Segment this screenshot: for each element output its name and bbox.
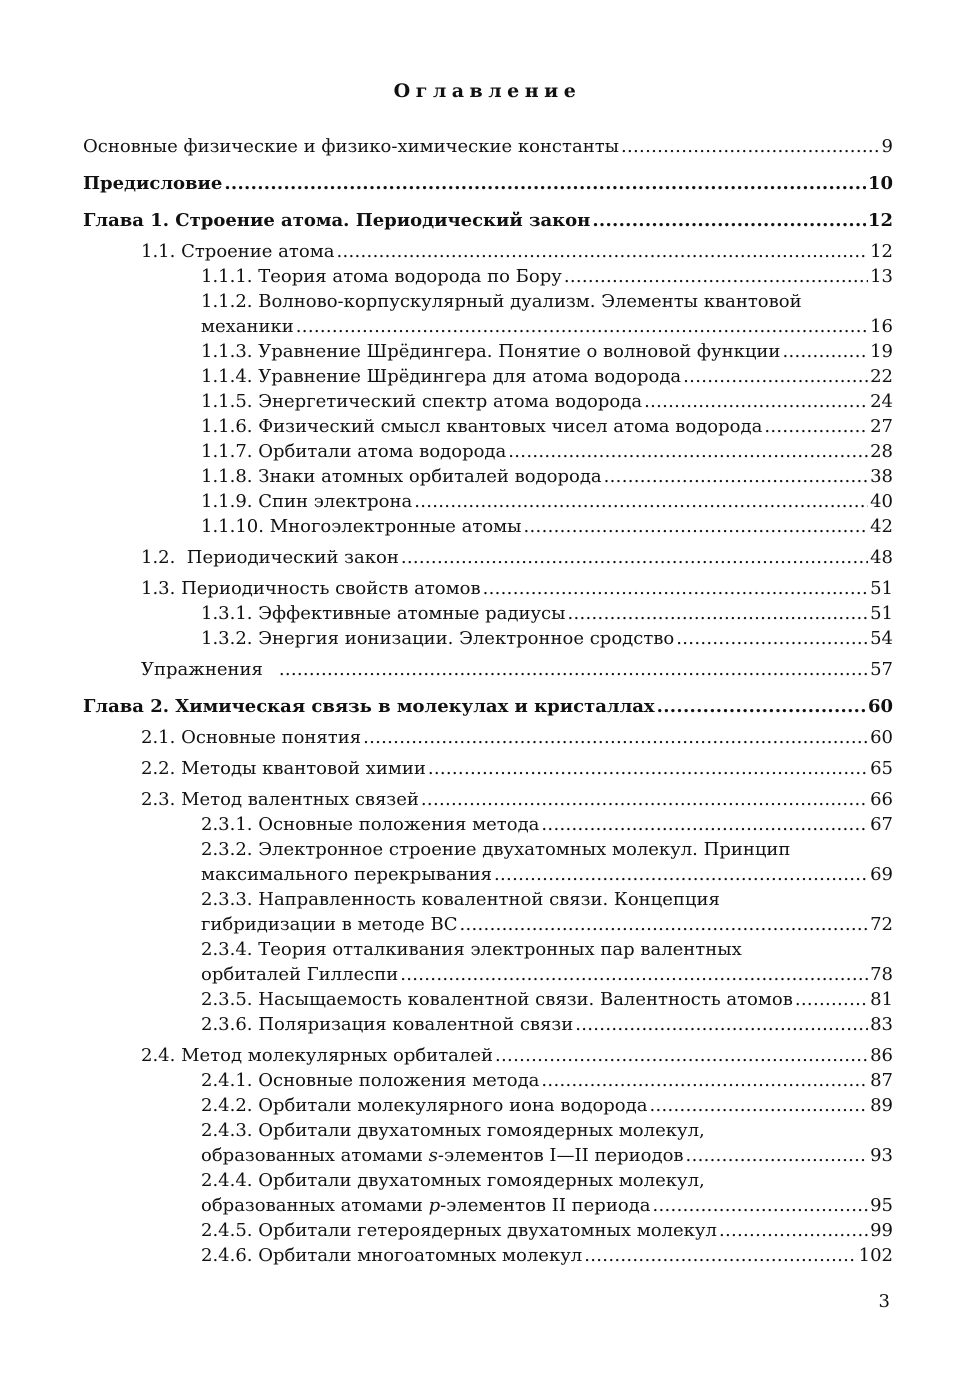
- toc-entry-2-3-3: [83, 912, 893, 937]
- dot-leader: [279, 657, 868, 682]
- toc-entry-1-3-2: [83, 626, 893, 651]
- toc-entry-text: 2.3.2. Электронное строение двухатомных молекул. Принцип: [201, 839, 791, 860]
- dot-leader: [495, 1043, 868, 1068]
- toc-entry-2-4-1: [83, 1068, 893, 1093]
- toc-page-number: 28: [870, 441, 893, 462]
- toc-page-number: 72: [870, 914, 893, 935]
- dot-leader: [644, 389, 868, 414]
- toc-entry-text: 1.1. Строение атома: [141, 241, 335, 262]
- toc-entry-2-4-2: [83, 1093, 893, 1118]
- toc-entry-chapter-1: [83, 208, 893, 233]
- toc-page-number: 67: [870, 814, 893, 835]
- dot-leader: [459, 912, 868, 937]
- toc-entry-text: [201, 1143, 684, 1168]
- toc-entry-2-3-1: [83, 812, 893, 837]
- dot-leader: [686, 1143, 869, 1168]
- dot-leader: [564, 264, 868, 289]
- dot-leader: [592, 208, 866, 233]
- toc-entry-text: Предисловие: [83, 173, 223, 194]
- dot-leader: [428, 756, 868, 781]
- toc-entry-1-1-4: [83, 364, 893, 389]
- toc-page-number: 40: [870, 491, 893, 512]
- toc-entry-2-2: [83, 756, 893, 781]
- dot-leader: [421, 787, 868, 812]
- toc-text-pre: образованных атомами: [201, 1145, 429, 1166]
- toc-entry-1-3-1: [83, 601, 893, 626]
- toc-entry-text: 1.1.5. Энергетический спектр атома водорода: [201, 391, 643, 412]
- toc-entry-2-3: [83, 787, 893, 812]
- table-of-contents: [83, 134, 893, 1268]
- toc-page-number: 22: [870, 366, 893, 387]
- toc-entry-2-3-4-line1: [83, 937, 893, 962]
- toc-text-post: -элементов I—II периодов: [437, 1145, 684, 1166]
- toc-entry-text: 2.4.3. Орбитали двухатомных гомоядерных молекул,: [201, 1120, 705, 1141]
- toc-entry-text: 2.4.2. Орбитали молекулярного иона водорода: [201, 1095, 648, 1116]
- toc-entry-1-1-10: [83, 514, 893, 539]
- toc-page-number: 99: [870, 1220, 893, 1241]
- toc-page-number: 42: [870, 516, 893, 537]
- toc-page-number: 93: [870, 1145, 893, 1166]
- page-title: Оглавление: [393, 80, 582, 102]
- page-number: 3: [878, 1291, 890, 1312]
- toc-page-number: 81: [870, 989, 893, 1010]
- toc-entry-text: 1.2. Периодический закон: [141, 547, 399, 568]
- dot-leader: [541, 1068, 868, 1093]
- toc-text-pre: образованных атомами: [201, 1195, 429, 1216]
- dot-leader: [296, 314, 868, 339]
- toc-entry-preface: [83, 171, 893, 196]
- dot-leader: [575, 1012, 868, 1037]
- dot-leader: [541, 812, 868, 837]
- toc-page-number: 87: [870, 1070, 893, 1091]
- toc-entry-text: 1.1.4. Уравнение Шрёдингера для атома водорода: [201, 366, 682, 387]
- toc-entry-text: 1.1.9. Спин электрона: [201, 491, 413, 512]
- toc-entry-1-1: [83, 239, 893, 264]
- toc-entry-1-1-2: [83, 314, 893, 339]
- toc-page-number: 66: [870, 789, 893, 810]
- toc-entry-text: 2.2. Методы квантовой химии: [141, 758, 426, 779]
- toc-page-number: 27: [870, 416, 893, 437]
- toc-page-number: 60: [867, 696, 893, 717]
- toc-entry-2-4-3-line1: [83, 1118, 893, 1143]
- dot-leader: [649, 1093, 868, 1118]
- dot-leader: [676, 626, 868, 651]
- toc-page-number: 13: [870, 266, 893, 287]
- toc-entry-text: 2.3.5. Насыщаемость ковалентной связи. Валентность атомов: [201, 989, 793, 1010]
- toc-page-number: 16: [870, 316, 893, 337]
- toc-entry-chapter-2: [83, 694, 893, 719]
- toc-entry-1-1-5: [83, 389, 893, 414]
- toc-entry-1-1-8: [83, 464, 893, 489]
- toc-page-number: 83: [870, 1014, 893, 1035]
- toc-entry-2-4: [83, 1043, 893, 1068]
- toc-entry-1-2: [83, 545, 893, 570]
- toc-entry-text: 1.1.8. Знаки атомных орбиталей водорода: [201, 466, 602, 487]
- dot-leader: [494, 862, 868, 887]
- dot-leader: [782, 339, 868, 364]
- dot-leader: [567, 601, 868, 626]
- toc-entry-text: максимального перекрывания: [201, 864, 492, 885]
- toc-entry-2-4-4-line1: [83, 1168, 893, 1193]
- toc-entry-1-1-7: [83, 439, 893, 464]
- toc-page-number: 60: [870, 727, 893, 748]
- toc-entry-constants: [83, 134, 893, 159]
- dot-leader: [657, 694, 866, 719]
- toc-entry-text: 1.1.7. Орбитали атома водорода: [201, 441, 507, 462]
- toc-entry-text: Упражнения: [141, 659, 263, 680]
- toc-page-number: 57: [870, 659, 893, 680]
- toc-entry-text: Глава 1. Строение атома. Периодический закон: [83, 210, 591, 231]
- dot-leader: [683, 364, 868, 389]
- toc-entry-2-3-5: [83, 987, 893, 1012]
- dot-leader: [621, 134, 880, 159]
- toc-page-number: 102: [858, 1245, 893, 1266]
- toc-entry-text: 1.1.2. Волново-корпускулярный дуализм. Элементы квантовой: [201, 291, 802, 312]
- toc-page-number: 19: [870, 341, 893, 362]
- toc-entry-text: 2.3.6. Поляризация ковалентной связи: [201, 1014, 574, 1035]
- toc-entry-2-3-2-line1: [83, 837, 893, 862]
- toc-page-number: 51: [870, 578, 893, 599]
- toc-entry-1-1-9: [83, 489, 893, 514]
- toc-entry-2-3-4: [83, 962, 893, 987]
- toc-page-number: 10: [867, 173, 893, 194]
- dot-leader: [336, 239, 868, 264]
- toc-page-number: 78: [870, 964, 893, 985]
- toc-entry-text: 2.4. Метод молекулярных орбиталей: [141, 1045, 493, 1066]
- toc-entry-text: 1.1.1. Теория атома водорода по Бору: [201, 266, 562, 287]
- toc-entry-2-4-6: [83, 1243, 893, 1268]
- toc-entry-text: 1.1.6. Физический смысл квантовых чисел атома водорода: [201, 416, 763, 437]
- toc-entry-text: 2.3.1. Основные положения метода: [201, 814, 540, 835]
- toc-entry-text: 2.3. Метод валентных связей: [141, 789, 419, 810]
- toc-entry-text: 2.3.3. Направленность ковалентной связи. Концепция: [201, 889, 720, 910]
- toc-entry-text: 1.3.2. Энергия ионизации. Электронное сродство: [201, 628, 675, 649]
- toc-entry-1-1-1: [83, 264, 893, 289]
- toc-entry-text: 2.1. Основные понятия: [141, 727, 362, 748]
- dot-leader: [584, 1243, 856, 1268]
- dot-leader: [414, 489, 868, 514]
- toc-entry-text: 1.1.3. Уравнение Шрёдингера. Понятие о волновой функции: [201, 341, 781, 362]
- toc-entry-text: 2.4.1. Основные положения метода: [201, 1070, 540, 1091]
- toc-entry-2-3-3-line1: [83, 887, 893, 912]
- toc-entry-1-3: [83, 576, 893, 601]
- toc-entry-text: 1.3.1. Эффективные атомные радиусы: [201, 603, 566, 624]
- dot-leader: [719, 1218, 868, 1243]
- toc-page-number: 86: [870, 1045, 893, 1066]
- dot-leader: [224, 171, 866, 196]
- toc-entry-2-4-4: [83, 1193, 893, 1218]
- toc-entry-2-3-6: [83, 1012, 893, 1037]
- toc-entry-2-3-2: [83, 862, 893, 887]
- dot-leader: [604, 464, 868, 489]
- dot-leader: [652, 1193, 868, 1218]
- toc-text-italic: s: [428, 1145, 438, 1166]
- toc-page-number: 9: [881, 136, 893, 157]
- toc-entry-2-1: [83, 725, 893, 750]
- dot-leader: [363, 725, 868, 750]
- dot-leader: [483, 576, 869, 601]
- toc-page-number: 89: [870, 1095, 893, 1116]
- toc-page-number: 54: [870, 628, 893, 649]
- toc-page-number: 12: [870, 241, 893, 262]
- dot-leader: [764, 414, 868, 439]
- toc-text-italic: p: [428, 1195, 441, 1216]
- toc-page-number: 12: [867, 210, 893, 231]
- toc-page-number: 69: [870, 864, 893, 885]
- toc-entry-2-4-5: [83, 1218, 893, 1243]
- toc-page-number: 51: [870, 603, 893, 624]
- toc-entry-text: 2.3.4. Теория отталкивания электронных пар валентных: [201, 939, 742, 960]
- toc-entry-text: 1.1.10. Многоэлектронные атомы: [201, 516, 522, 537]
- toc-entry-1-1-2-line1: [83, 289, 893, 314]
- toc-entry-text: 2.4.4. Орбитали двухатомных гомоядерных молекул,: [201, 1170, 705, 1191]
- dot-leader: [400, 962, 868, 987]
- toc-text-post: -элементов II периода: [440, 1195, 651, 1216]
- toc-entry-text: 1.3. Периодичность свойств атомов: [141, 578, 481, 599]
- toc-page-number: 65: [870, 758, 893, 779]
- toc-page-number: 38: [870, 466, 893, 487]
- toc-page-number: 48: [870, 547, 893, 568]
- toc-entry-text: гибридизации в методе ВС: [201, 914, 458, 935]
- toc-entry-exercises: [83, 657, 893, 682]
- dot-leader: [508, 439, 868, 464]
- toc-entry-text: орбиталей Гиллеспи: [201, 964, 399, 985]
- toc-entry-text: механики: [201, 316, 294, 337]
- toc-page-number: 95: [870, 1195, 893, 1216]
- toc-entry-text: Основные физические и физико-химические константы: [83, 136, 619, 157]
- toc-page-number: 24: [870, 391, 893, 412]
- dot-leader: [401, 545, 868, 570]
- toc-entry-2-4-3: [83, 1143, 893, 1168]
- dot-leader: [795, 987, 868, 1012]
- toc-entry-1-1-6: [83, 414, 893, 439]
- toc-entry-text: 2.4.5. Орбитали гетероядерных двухатомных молекул: [201, 1220, 717, 1241]
- toc-entry-text: Глава 2. Химическая связь в молекулах и кристаллах: [83, 696, 655, 717]
- toc-entry-1-1-3: [83, 339, 893, 364]
- toc-entry-text: [201, 1193, 650, 1218]
- toc-entry-text: 2.4.6. Орбитали многоатомных молекул: [201, 1245, 583, 1266]
- dot-leader: [524, 514, 869, 539]
